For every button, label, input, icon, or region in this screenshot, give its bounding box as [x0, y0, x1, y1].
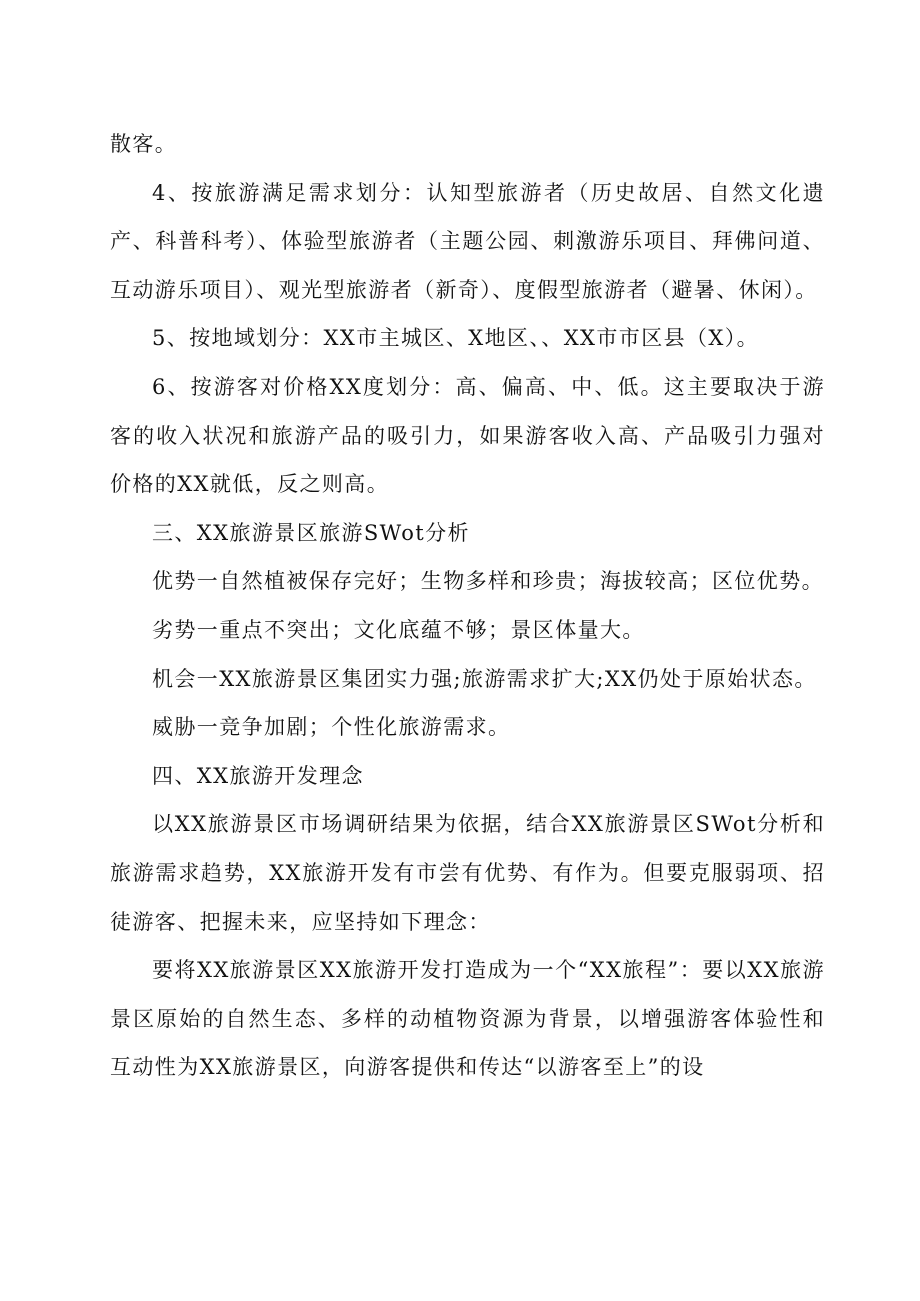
paragraph-demand-division: 4、按旅游满足需求划分：认知型旅游者（历史故居、自然文化遗产、科普科考）、体验型旅游者（主题公园、刺激游乐项目、拜佛问道、互动游乐项目）、观光型旅游者（新奇）、度假型旅游者（避暑、休闲）。	[110, 180, 825, 302]
paragraph-continuation: 散客。	[110, 132, 178, 156]
paragraph-threats: 威胁一竞争加剧；个性化旅游需求。	[152, 715, 511, 740]
section-heading-swot: 三、XX旅游景区旅游SWot分析	[152, 520, 470, 545]
paragraph-strengths: 优势一自然植被保存完好；生物多样和珍贵；海拔较高；区位优势。	[152, 569, 824, 594]
paragraph-region-division: 5、按地域划分：XX市主城区、X地区、、XX市市区县（X）。	[152, 326, 760, 351]
paragraph-concept-basis: 以XX旅游景区市场调研结果为依据，结合XX旅游景区SWot分析和旅游需求趋势，XX旅游开发有市尝有优势、有作为。但要克服弱项、招徒游客、把握未来，应坚持如下理念：	[110, 812, 825, 934]
paragraph-price-division: 6、按游客对价格XX度划分：高、偏高、中、低。这主要取决于游客的收入状况和旅游产品的吸引力，如果游客收入高、产品吸引力强对价格的XX就低，反之则高。	[110, 374, 825, 497]
paragraph-journey-concept: 要将XX旅游景区XX旅游开发打造成为一个“XX旅程”：要以XX旅游景区原始的自然生态、多样的动植物资源为背景，以增强游客体验性和互动性为XX旅游景区，向游客提供和传达“以游客至上”的设	[110, 958, 825, 1080]
section-heading-concept: 四、XX旅游开发理念	[152, 763, 364, 788]
document-body	[110, 120, 825, 1092]
paragraph-opportunities: 机会一XX旅游景区集团实力强;旅游需求扩大;XX仍处于原始状态。	[152, 666, 817, 691]
paragraph-weaknesses: 劣势一重点不突出；文化底蕴不够；景区体量大。	[152, 617, 645, 642]
